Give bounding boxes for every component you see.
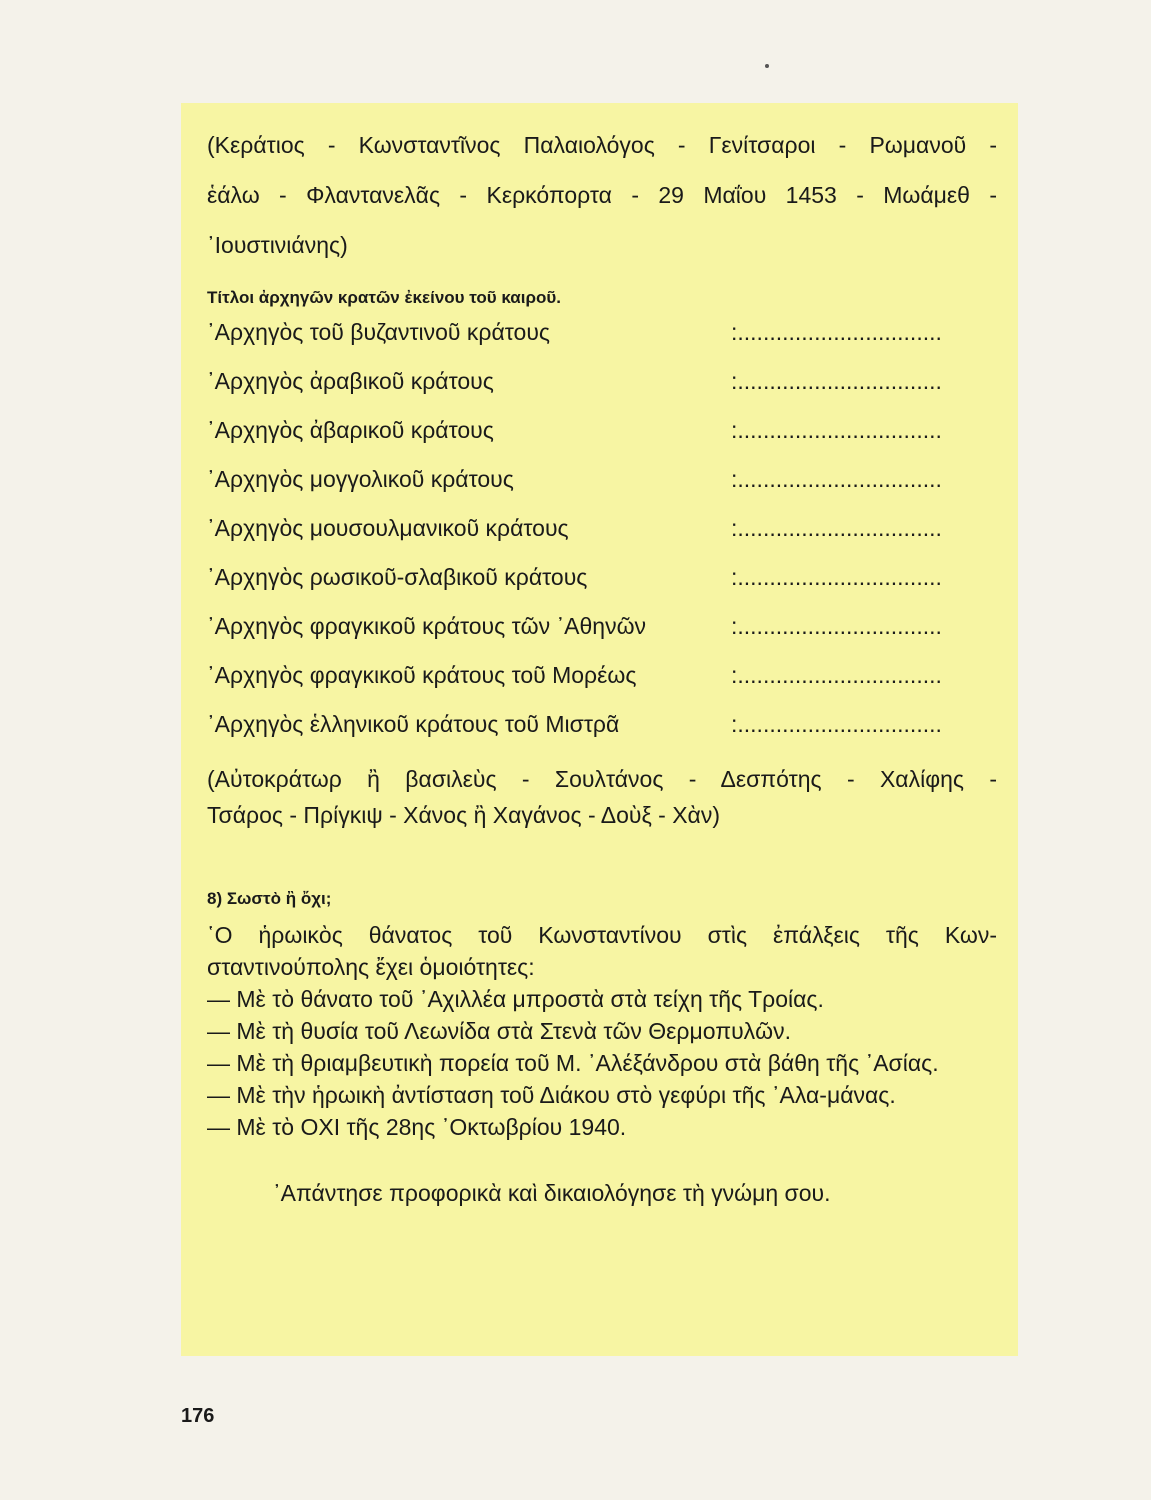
answer-blank[interactable]: :................................ [731,711,942,737]
ruler-label: ᾿Αρχηγὸς ἀβαρικοῦ κράτους [207,417,494,443]
ruler-label: ᾿Αρχηγὸς φραγκικοῦ κράτους τῶν ᾿Αθηνῶν [207,613,647,639]
answer-blank[interactable]: :................................ [731,417,942,443]
ruler-row [207,651,997,700]
ruler-row [207,504,997,553]
section-8-heading: 8) Σωστὸ ἢ ὄχι; [207,889,332,908]
comparison-item: — Μὲ τὴν ἡρωικὴ ἀντίσταση τοῦ Διάκου στὸ γεφύρι τῆς ᾿Αλα-μάνας. [207,1082,896,1108]
title-options-line-2: Τσάρος - Πρίγκιψ - Χάνος ἢ Χαγάνος - Δοὺξ - Χὰν) [207,802,720,828]
scan-dot [765,64,769,68]
ruler-row [207,308,997,357]
answer-blank[interactable]: :................................ [731,466,942,492]
titles-heading: Τίτλοι ἀρχηγῶν κρατῶν ἐκείνου τοῦ καιροῦ. [207,288,561,307]
rulers-list [207,308,997,749]
page-content [207,120,997,1209]
answer-blank[interactable]: :................................ [731,515,942,541]
comparison-item: — Μὲ τὸ ΟΧΙ τῆς 28ης ᾿Οκτωβρίου 1940. [207,1114,627,1140]
ruler-label: ᾿Αρχηγὸς ἑλληνικοῦ κράτους τοῦ Μιστρᾶ [207,711,620,737]
ruler-label: ᾿Αρχηγὸς μογγολικοῦ κράτους [207,466,514,492]
answer-blank[interactable]: :................................ [731,564,942,590]
ruler-row [207,602,997,651]
ruler-row [207,406,997,455]
names-block [207,120,997,270]
names-line-3: ᾿Ιουστινιάνης) [207,232,348,258]
page-number: 176 [181,1405,215,1427]
names-line-1: (Κεράτιος - Κωνσταντῖνος Παλαιολόγος - Γενίτσαροι - Ρωμανοῦ - [207,132,997,158]
section-8-intro-line-2: σταντινούπολης ἔχει ὁμοιότητες: [207,954,535,980]
answer-blank[interactable]: :................................ [731,662,942,688]
names-line-2: ἑάλω - Φλαντανελᾶς - Κερκόπορτα - 29 Μαΐου 1453 - Μωάμεθ - [207,182,997,208]
instruction: ᾿Απάντησε προφορικὰ καὶ δικαιολόγησε τὴ γνώμη σου. [273,1180,831,1206]
comparison-item: — Μὲ τὸ θάνατο τοῦ ᾿Αχιλλέα μπροστὰ στὰ τείχη τῆς Τροίας. [207,986,824,1012]
answer-blank[interactable]: :................................ [731,613,942,639]
ruler-label: ᾿Αρχηγὸς ρωσικοῦ-σλαβικοῦ κράτους [207,564,588,590]
comparison-item: — Μὲ τὴ θυσία τοῦ Λεωνίδα στὰ Στενὰ τῶν Θερμοπυλῶν. [207,1018,792,1044]
section-8-intro-line-1: ῾Ο ἡρωικὸς θάνατος τοῦ Κωνσταντίνου στὶς ἐπάλξεις τῆς Κων- [207,922,997,948]
ruler-row [207,700,997,749]
title-options [207,761,997,833]
comparison-item: — Μὲ τὴ θριαμβευτικὴ πορεία τοῦ Μ. ᾿Αλέξάνδρου στὰ βάθη τῆς ᾿Ασίας. [207,1050,939,1076]
ruler-label: ᾿Αρχηγὸς ἀραβικοῦ κράτους [207,368,494,394]
ruler-label: ᾿Αρχηγὸς τοῦ βυζαντινοῦ κράτους [207,319,550,345]
ruler-label: ᾿Αρχηγὸς φραγκικοῦ κράτους τοῦ Μορέως [207,662,637,688]
ruler-label: ᾿Αρχηγὸς μουσουλμανικοῦ κράτους [207,515,569,541]
ruler-row [207,357,997,406]
title-options-line-1: (Αὐτοκράτωρ ἢ βασιλεὺς - Σουλτάνος - Δεσπότης - Χαλίφης - [207,766,997,792]
ruler-row [207,455,997,504]
ruler-row [207,553,997,602]
answer-blank[interactable]: :................................ [731,319,942,345]
section-8-body [207,919,997,1143]
answer-blank[interactable]: :................................ [731,368,942,394]
